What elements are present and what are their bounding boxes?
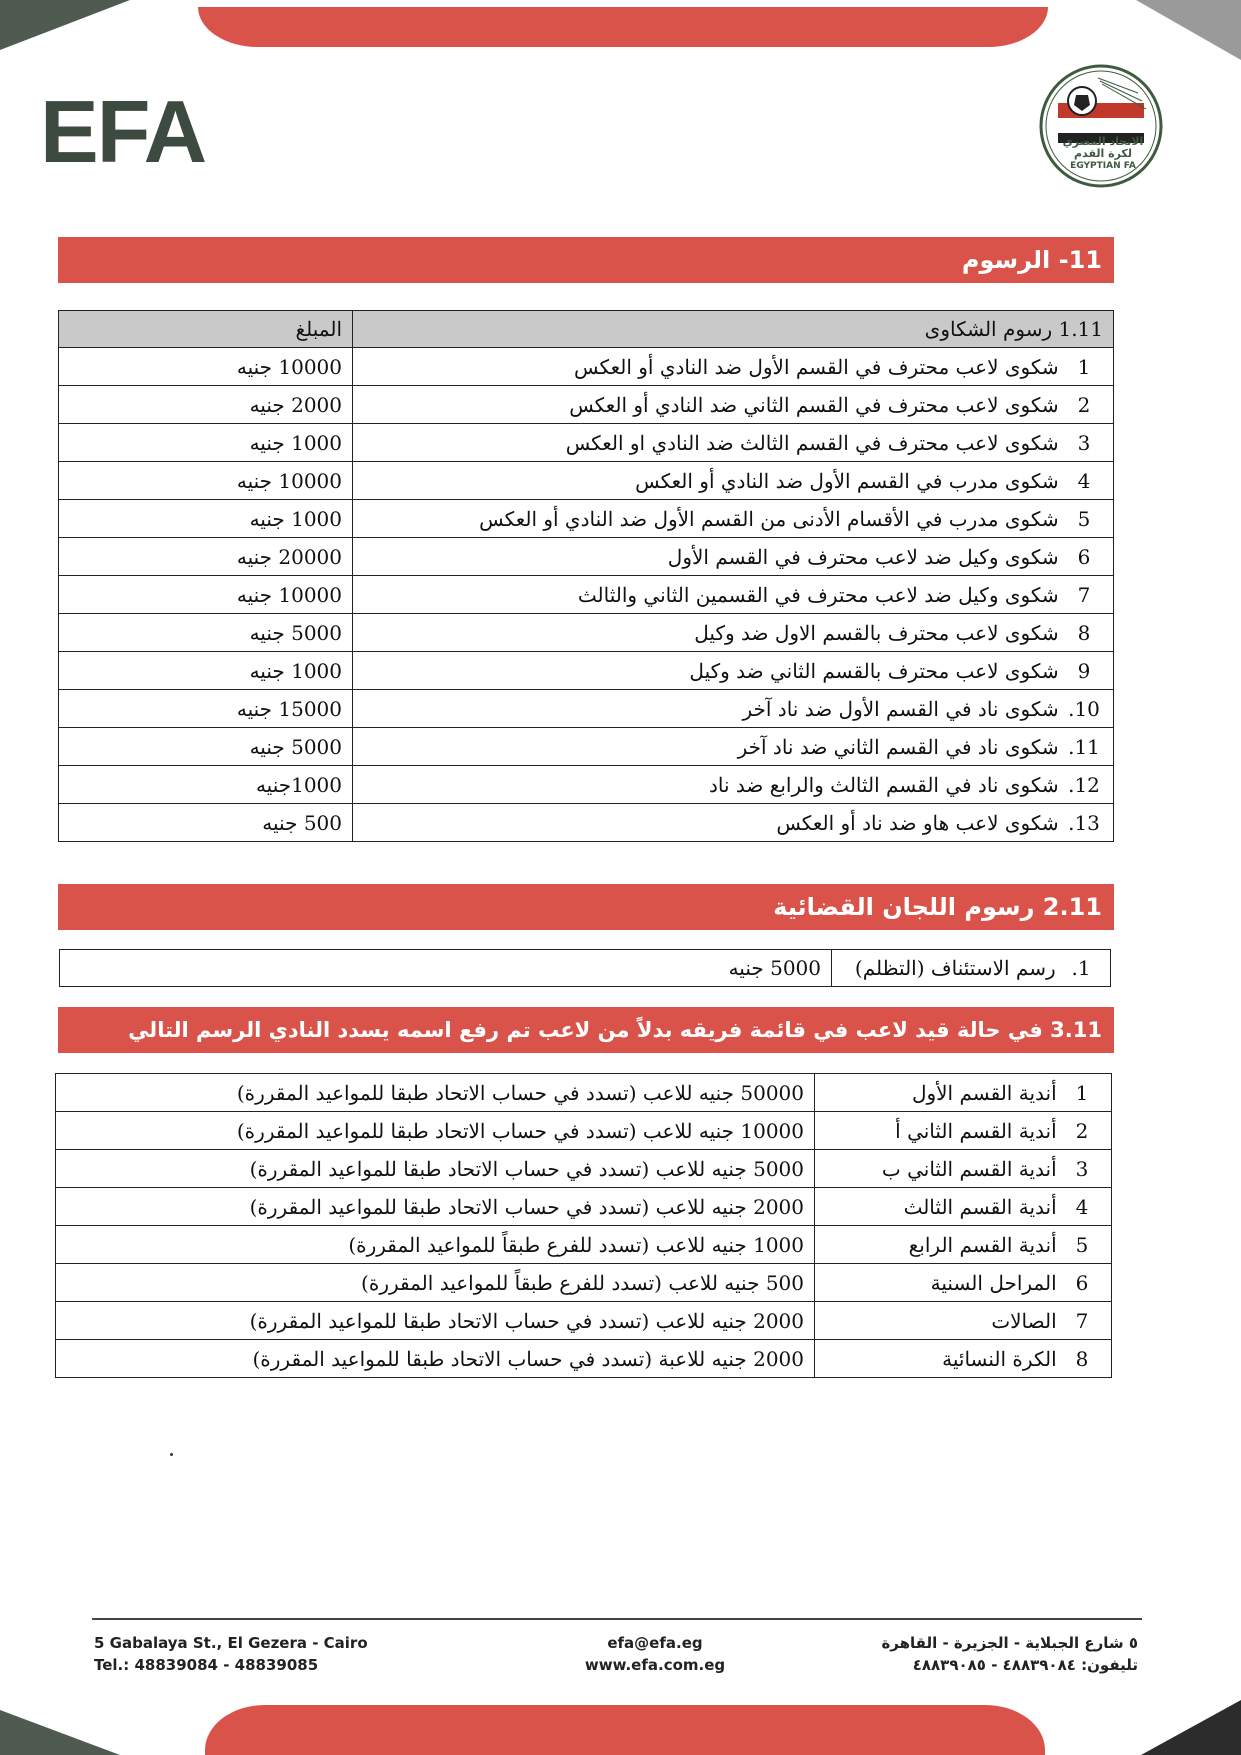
complaint-amount: 15000 جنيه [59,690,353,728]
complaint-desc: شكوى وكيل ضد لاعب محترف في القسم الأول [667,544,1059,569]
footer-tel-ar: تليفون: ٤٨٨٣٩٠٨٤ - ٤٨٨٣٩٠٨٥ [912,1656,1138,1674]
row-number: 10. [1068,696,1100,721]
complaint-amount: 10000 جنيه [59,576,353,614]
row-number: 4 [1077,468,1091,493]
section-registration-header [58,1007,1114,1053]
table-row [59,652,1114,690]
row-number: 2 [1075,1118,1089,1143]
table-row [56,1150,1112,1188]
complaint-amount: 20000 جنيه [59,538,353,576]
judicial-desc-cell [832,950,1111,987]
complaint-desc: شكوى لاعب محترف بالقسم الاول ضد وكيل [694,620,1059,645]
complaint-amount: 2000 جنيه [59,386,353,424]
crest-arabic-line-1: الاتحاد المصري [1062,135,1144,148]
efa-logo: EFA [40,82,206,181]
footer-email: efa@efa.eg [607,1634,703,1652]
complaint-desc-cell [353,538,1114,576]
registration-category: أندية القسم الرابع [908,1232,1057,1257]
complaint-desc-cell [353,614,1114,652]
bottom-left-decoration [0,1710,120,1755]
complaint-desc: شكوى ناد في القسم الأول ضد ناد آخر [742,696,1059,721]
row-number: 11. [1068,734,1100,759]
complaint-amount: 1000جنيه [59,766,353,804]
row-number: 7 [1077,582,1091,607]
complaint-desc-cell [353,424,1114,462]
table-row [59,500,1114,538]
registration-category: أندية القسم الثاني ب [881,1156,1057,1181]
row-number: 2 [1077,392,1091,417]
section-judicial-title: 2.11 رسوم اللجان القضائية [773,893,1102,921]
header-desc: 1.11 رسوم الشكاوى [353,311,1114,348]
row-number: 8 [1075,1346,1089,1371]
registration-category-cell [815,1264,1112,1302]
crest-arabic-line-2: لكرة القدم [1074,147,1132,160]
complaint-desc-cell [353,386,1114,424]
registration-category: المراحل السنية [930,1270,1057,1295]
registration-category: الصالات [991,1308,1057,1333]
table-row [56,1112,1112,1150]
complaint-amount: 1000 جنيه [59,424,353,462]
registration-amount: 2000 جنيه للاعب (تسدد في حساب الاتحاد طبقا للمواعيد المقررة) [56,1302,815,1340]
row-desc: رسم الاستئناف (التظلم) [854,956,1056,980]
complaint-desc: شكوى ناد في القسم الثاني ضد ناد آخر [737,734,1059,759]
registration-amount: 10000 جنيه للاعب (تسدد في حساب الاتحاد طبقا للمواعيد المقررة) [56,1112,815,1150]
complaint-desc-cell [353,576,1114,614]
row-number: 5 [1075,1232,1089,1257]
scan-dot [170,1453,173,1456]
row-number: 3 [1077,430,1091,455]
footer-web-contact [530,1632,780,1676]
section-registration-title: 3.11 في حالة قيد لاعب في قائمة فريقه بدلاً من لاعب تم رفع اسمه يسدد النادي الرسم التالي [128,1018,1102,1042]
registration-category-cell [815,1302,1112,1340]
row-number: 1. [1071,956,1091,980]
row-number: 6 [1075,1270,1089,1295]
bottom-right-decoration [1141,1700,1241,1755]
complaint-desc-cell [353,348,1114,386]
row-number: 1 [1075,1080,1089,1105]
footer-address-en: 5 Gabalaya St., El Gezera - Cairo [94,1634,368,1652]
row-number: 5 [1077,506,1091,531]
registration-amount: 2000 جنيه للاعبة (تسدد في حساب الاتحاد طبقا للمواعيد المقررة) [56,1340,815,1378]
registration-category: أندية القسم الأول [911,1080,1057,1105]
complaint-desc-cell [353,728,1114,766]
table-row [56,1302,1112,1340]
complaint-desc: شكوى لاعب هاو ضد ناد أو العكس [776,810,1059,835]
registration-amount: 50000 جنيه للاعب (تسدد في حساب الاتحاد طبقا للمواعيد المقررة) [56,1074,815,1112]
judicial-fees-table [59,949,1111,987]
complaint-amount: 500 جنيه [59,804,353,842]
table-row [59,462,1114,500]
footer-arabic-contact [780,1632,1138,1676]
top-red-decoration [198,7,1048,47]
complaint-desc: شكوى وكيل ضد لاعب محترف في القسمين الثاني والثالث [577,582,1059,607]
judicial-amount-cell: 5000 جنيه [60,950,832,987]
complaint-desc-cell [353,462,1114,500]
row-number: 4 [1075,1194,1089,1219]
registration-category-cell [815,1074,1112,1112]
table-row [56,1226,1112,1264]
top-left-decoration [0,0,130,50]
registration-amount: 2000 جنيه للاعب (تسدد في حساب الاتحاد طبقا للمواعيد المقررة) [56,1188,815,1226]
registration-category: أندية القسم الثاني أ [895,1118,1057,1143]
row-number: 3 [1075,1156,1089,1181]
complaint-desc: شكوى لاعب محترف بالقسم الثاني ضد وكيل [689,658,1059,683]
registration-amount: 1000 جنيه للاعب (تسدد للفرع طبقاً للمواعيد المقررة) [56,1226,815,1264]
complaints-fees-table [58,310,1114,842]
table-row [59,766,1114,804]
section-judicial-header [58,884,1114,930]
complaint-desc: شكوى مدرب في الأقسام الأدنى من القسم الأول ضد النادي أو العكس [479,506,1059,531]
complaint-amount: 10000 جنيه [59,348,353,386]
row-number: 13. [1068,810,1100,835]
table-row [59,348,1114,386]
registration-category-cell [815,1188,1112,1226]
registration-category-cell [815,1340,1112,1378]
row-number: 8 [1077,620,1091,645]
table-row [59,804,1114,842]
registration-category: أندية القسم الثالث [903,1194,1057,1219]
complaint-desc-cell [353,690,1114,728]
complaint-desc: شكوى لاعب محترف في القسم الثالث ضد النادي او العكس [565,430,1059,455]
complaint-desc-cell [353,500,1114,538]
footer-website: www.efa.com.eg [584,1656,726,1674]
complaint-amount: 10000 جنيه [59,462,353,500]
complaint-desc: شكوى ناد في القسم الثالث والرابع ضد ناد [708,772,1059,797]
complaint-amount: 5000 جنيه [59,614,353,652]
table-row [59,614,1114,652]
section-fees-header [58,237,1114,283]
table-row [59,424,1114,462]
header-amount: المبلغ [59,311,353,348]
row-number: 1 [1077,354,1091,379]
registration-category-cell [815,1112,1112,1150]
complaint-amount: 1000 جنيه [59,652,353,690]
table-row [59,728,1114,766]
registration-category-cell [815,1226,1112,1264]
complaint-amount: 1000 جنيه [59,500,353,538]
table-row [56,1074,1112,1112]
table-row [59,576,1114,614]
complaint-desc: شكوى مدرب في القسم الأول ضد النادي أو العكس [635,468,1059,493]
registration-fees-table [55,1073,1112,1378]
bottom-red-decoration [205,1705,1045,1755]
row-number: 9 [1077,658,1091,683]
complaint-desc: شكوى لاعب محترف في القسم الأول ضد النادي أو العكس [574,354,1059,379]
table-row [59,538,1114,576]
footer-tel-en: Tel.: 48839084 - 48839085 [94,1656,319,1674]
complaint-desc-cell [353,652,1114,690]
registration-amount: 5000 جنيه للاعب (تسدد في حساب الاتحاد طبقا للمواعيد المقررة) [56,1150,815,1188]
registration-category-cell [815,1150,1112,1188]
complaint-desc-cell [353,766,1114,804]
footer-english-contact [94,1632,368,1676]
crest-english-text: EGYPTIAN FA [1070,161,1136,171]
registration-amount: 500 جنيه للاعب (تسدد للفرع طبقاً للمواعيد المقررة) [56,1264,815,1302]
table-row [59,690,1114,728]
top-right-decoration [1136,0,1241,60]
complaint-amount: 5000 جنيه [59,728,353,766]
table-row [59,386,1114,424]
table-header-row [59,311,1114,348]
row-number: 12. [1068,772,1100,797]
complaint-desc: شكوى لاعب محترف في القسم الثاني ضد النادي أو العكس [569,392,1059,417]
footer-divider [92,1618,1142,1620]
crest-text [1055,136,1151,172]
row-number: 7 [1075,1308,1089,1333]
section-fees-title: 11- الرسوم [961,246,1102,274]
table-row [60,950,1111,987]
registration-category: الكرة النسائية [942,1346,1057,1371]
row-number: 6 [1077,544,1091,569]
complaint-desc-cell [353,804,1114,842]
table-row [56,1340,1112,1378]
table-row [56,1188,1112,1226]
table-row [56,1264,1112,1302]
footer-address-ar: ٥ شارع الجبلاية - الجزيرة - القاهرة [881,1634,1138,1652]
